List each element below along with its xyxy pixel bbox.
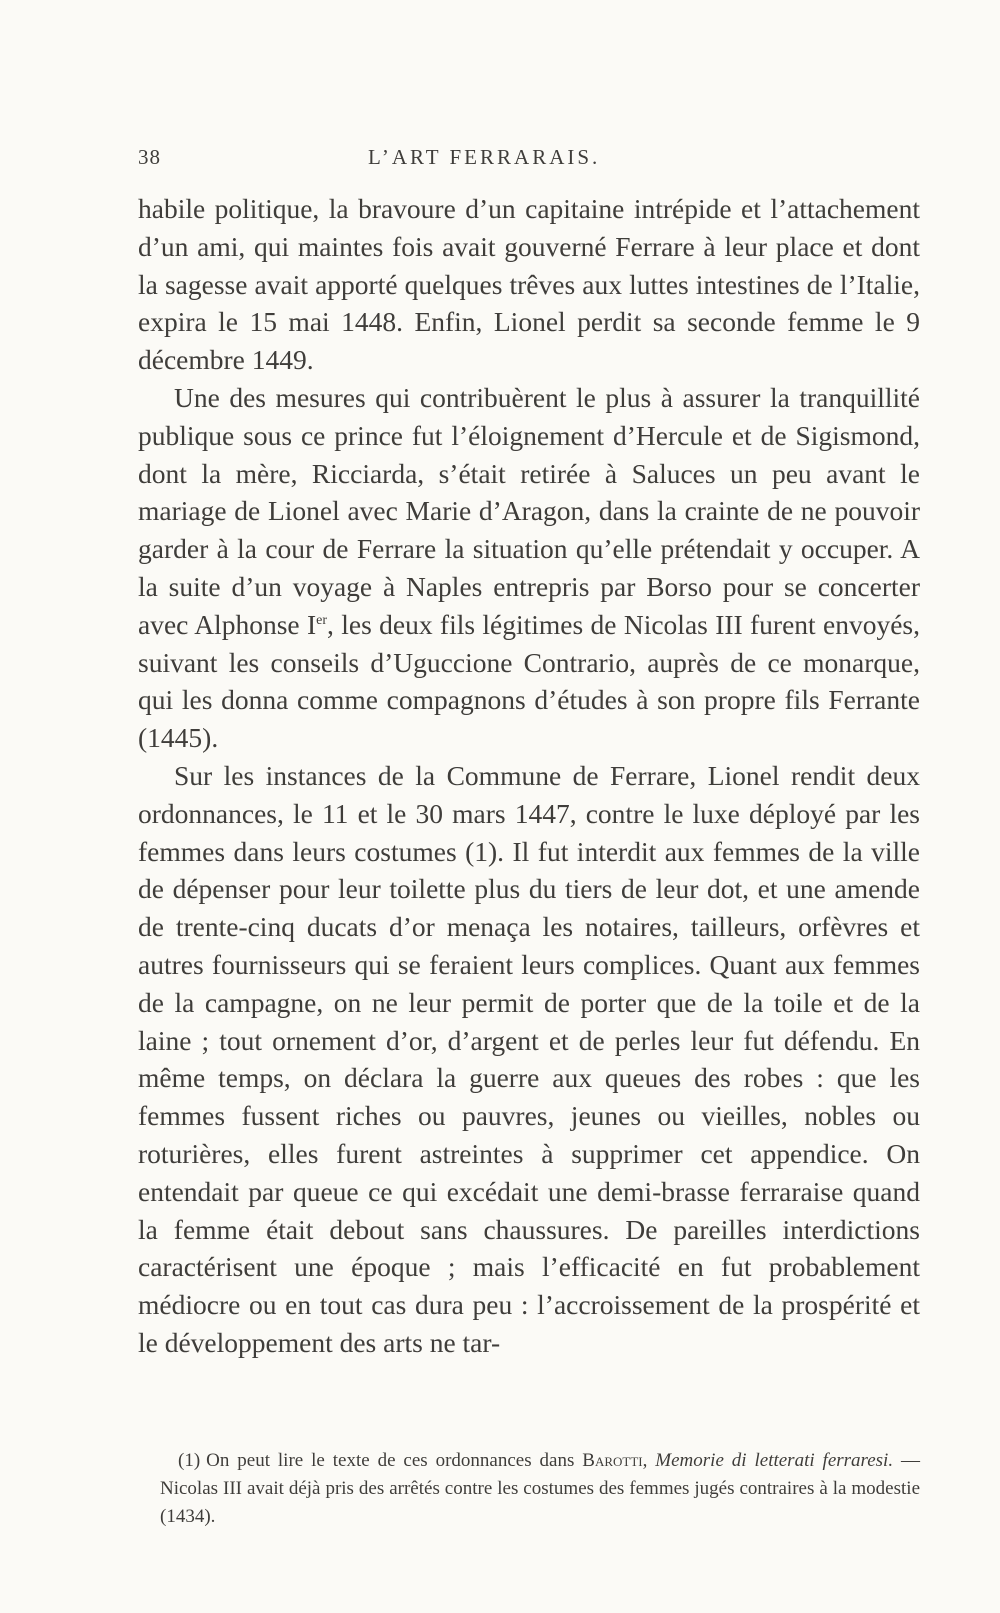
paragraph-2 (138, 379, 920, 757)
footnote-author: Barotti (582, 1450, 643, 1471)
paragraph-2-text-a: Une des mesures qui contribuèrent le plus à assurer la tranquillité publique sous ce prince fut l’éloignement d’Hercule et de Sigismond, dont la mère, Ricciarda, s’était retirée à Saluces un peu avant le mariage de Lionel avec Marie d’Aragon, dans la crainte de ne pouvoir garder à la cour de Ferrare la situation qu’elle prétendait y occuper. A la suite d’un voyage à Naples entrepris par Borso pour se concerter avec Alphonse I (138, 381, 920, 640)
footnotes (160, 1447, 920, 1531)
running-title: L’ART FERRARAIS. (368, 145, 601, 169)
page-number: 38 (138, 145, 161, 169)
superscript-er: er (316, 612, 327, 628)
paragraph-2-text-b: , les deux fils légitimes de Nicolas III furent envoyés, suivant les conseils d’Uguccione Contrario, auprès de ce monarque, qui les donna comme compagnons d’études à son propre fils Ferrante (1445). (138, 608, 920, 754)
footnote-text-a: On peut lire le texte de ces ordonnances dans (206, 1450, 583, 1471)
paragraph-1 (138, 190, 920, 379)
footnote-text-b: , (642, 1450, 656, 1471)
paragraph-1-text: habile politique, la bravoure d’un capitaine intrépide et l’attachement d’un ami, qui maintes fois avait gouverné Ferrare à leur place et dont la sagesse avait apporté quelques trêves aux luttes intestines de l’Italie, expira le 15 mai 1448. Enfin, Lionel perdit sa seconde femme le 9 décembre 1449. (138, 193, 920, 376)
paragraph-3 (138, 757, 920, 1362)
paragraph-3-text: Sur les instances de la Commune de Ferrare, Lionel rendit deux ordonnances, le 11 et le 30 mars 1447, contre le luxe déployé par les femmes dans leurs costumes (1). Il fut interdit aux femmes de la ville de dépenser pour leur toilette plus du tiers de leur dot, et une amende de trente-cinq ducats d’or menaça les notaires, tailleurs, orfèvres et autres fournisseurs qui se feraient leurs complices. Quant aux femmes de la campagne, on ne leur permit de porter que de la toile et de la laine ; tout ornement d’or, d’argent et de perles leur fut défendu. En même temps, on déclara la guerre aux queues des robes : que les femmes fussent riches ou pauvres, jeunes ou vieilles, nobles ou roturières, elles furent astreintes à supprimer cet appendice. On entendait par queue ce qui excédait une demi-brasse ferraraise quand la femme était debout sans chaussures. De pareilles interdictions caractérisent une époque ; mais l’efficacité en fut probablement médiocre ou en tout cas dura peu : l’accroissement de la prospérité et le développement des arts ne tar- (138, 759, 920, 1358)
footnote-1 (160, 1447, 920, 1531)
footnote-ref: (1) (178, 1450, 201, 1471)
footnote-text-c: — Nicolas III avait déjà pris des arrêtés contre les costumes des femmes jugés contraires à la modestie (1434). (160, 1450, 921, 1527)
main-text (138, 190, 920, 1362)
page-header (138, 145, 918, 179)
footnote-title: Memorie di letterati ferraresi. (655, 1450, 894, 1471)
